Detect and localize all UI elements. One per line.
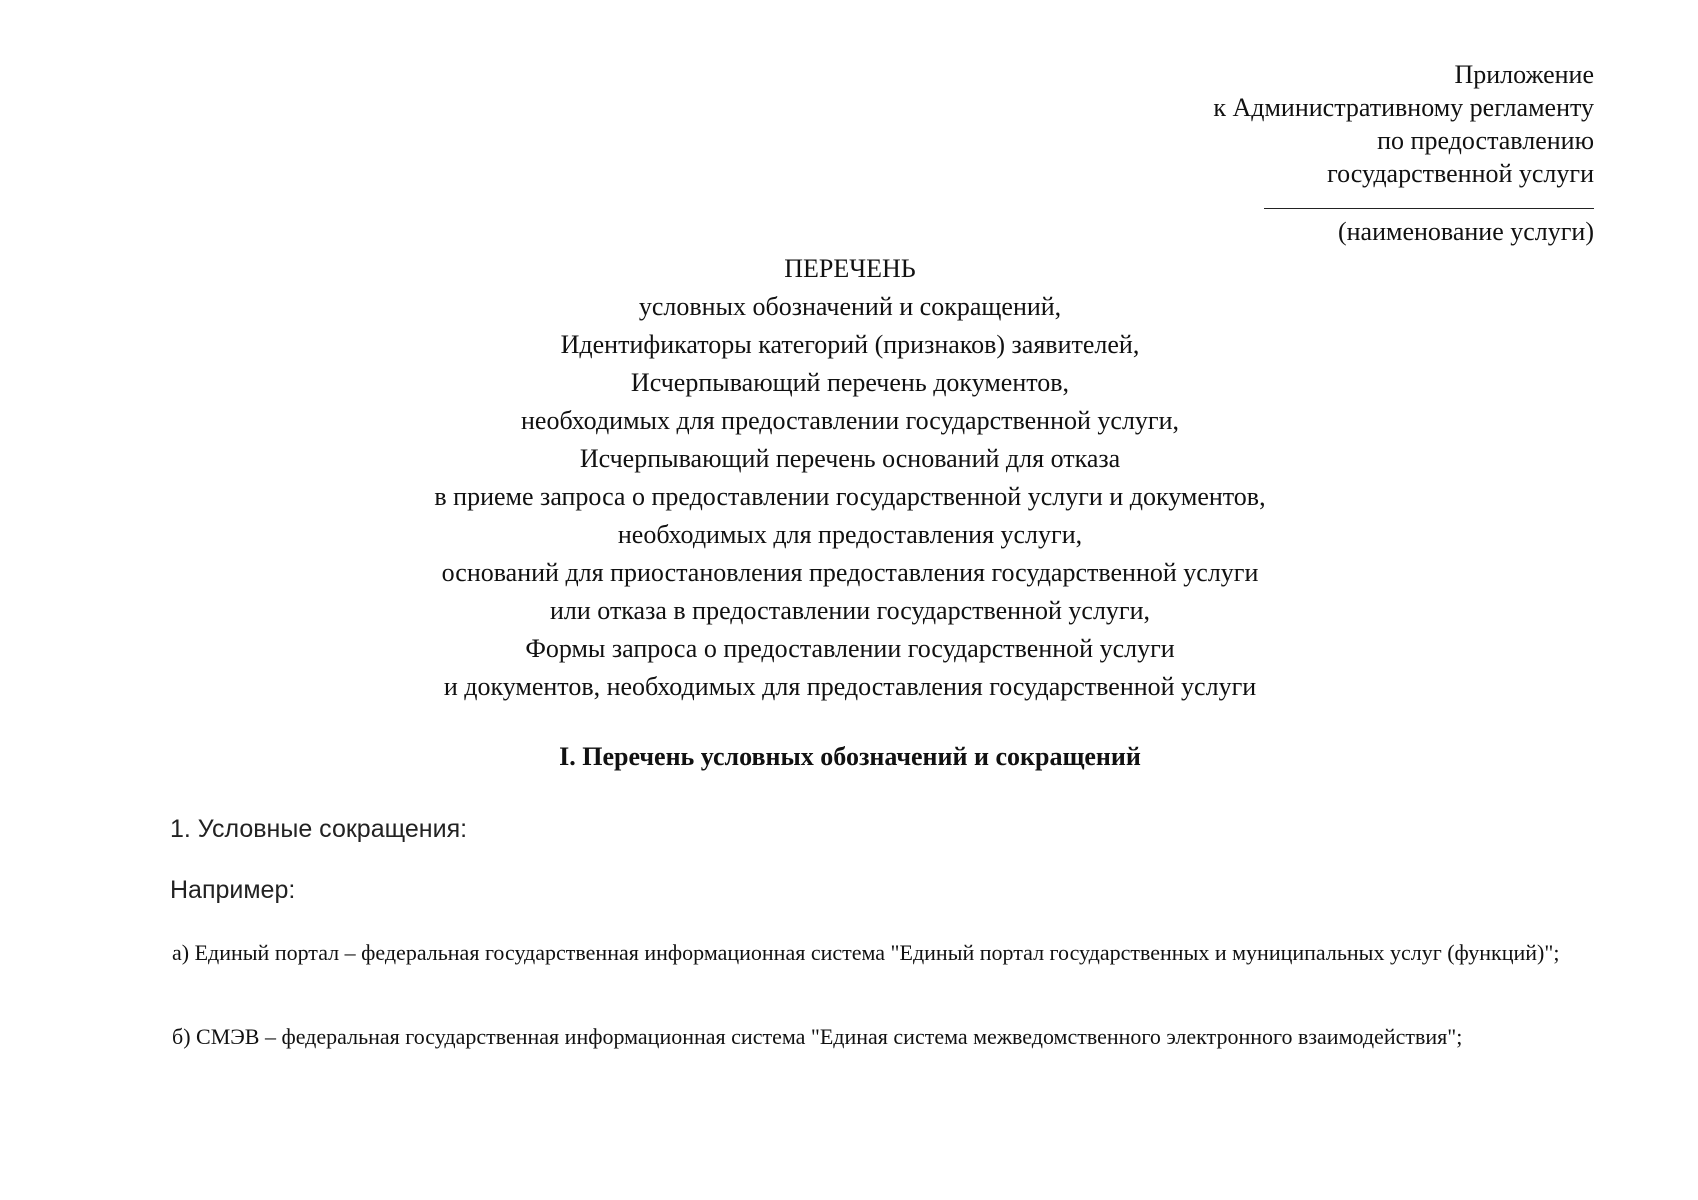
- title-line: или отказа в предоставлении государственной услуги,: [549, 596, 1151, 625]
- appendix-line: государственной услуги: [1327, 159, 1594, 188]
- title-line: условных обозначений и сокращений,: [638, 292, 1062, 321]
- section-heading: I. Перечень условных обозначений и сокращений: [559, 742, 1141, 771]
- list-item: б) СМЭВ – федеральная государственная информационная система "Единая система межведомственного электронного взаимодействия";: [172, 1024, 1463, 1049]
- appendix-line: Приложение: [1454, 60, 1594, 89]
- title-line: в приеме запроса о предоставлении государственной услуги и документов,: [434, 482, 1266, 511]
- appendix-line: к Административному регламенту: [1213, 93, 1594, 122]
- title-line: необходимых для предоставлении государственной услуги,: [520, 406, 1179, 435]
- title-line: необходимых для предоставления услуги,: [617, 520, 1083, 549]
- title-line: Формы запроса о предоставлении государственной услуги: [525, 634, 1175, 663]
- service-name-blank-line: [1264, 208, 1594, 209]
- service-name-caption: (наименование услуги): [1337, 217, 1594, 246]
- title-line: Исчерпывающий перечень документов,: [630, 368, 1070, 397]
- document-title: [300, 250, 1400, 706]
- title-line: оснований для приостановления предоставления государственной услуги: [441, 558, 1259, 587]
- list-item: а) Единый портал – федеральная государственная информационная система "Единый портал государственных и муниципальных услуг (функций)";: [172, 940, 1560, 965]
- example-paragraph: Например:: [170, 876, 296, 904]
- title-line: и документов, необходимых для предоставления государственной услуги: [443, 672, 1257, 701]
- abbreviations-paragraph: 1. Условные сокращения:: [170, 815, 468, 843]
- title-line: Идентификаторы категорий (признаков) заявителей,: [560, 330, 1140, 359]
- title-line: Исчерпывающий перечень оснований для отказа: [579, 444, 1121, 473]
- title-line: ПЕРЕЧЕНЬ: [784, 254, 916, 283]
- appendix-line: по предоставлению: [1377, 126, 1594, 155]
- appendix-header: [1074, 58, 1594, 248]
